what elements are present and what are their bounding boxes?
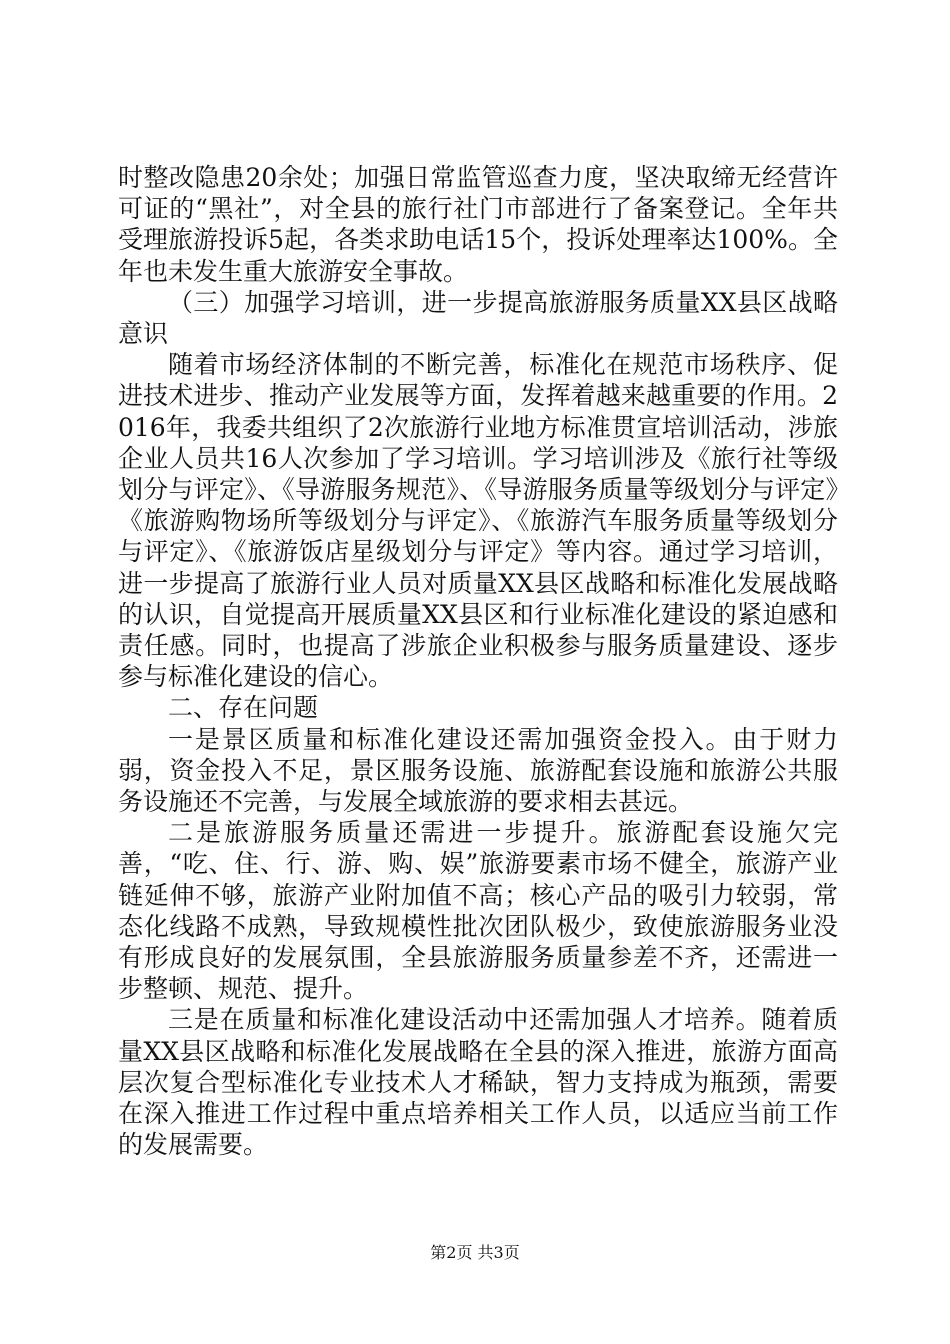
paragraph-7: 三是在质量和标准化建设活动中还需加强人才培养。随着质量XX县区战略和标准化发展战略在全县的深入推进，旅游方面高层次复合型标准化专业技术人才稀缺，智力支持成为瓶颈，需要在深入推进工作过程中重点培养相关工作人员，以适应当前工作的发展需要。 (118, 1005, 838, 1160)
paragraph-3: 随着市场经济体制的不断完善，标准化在规范市场秩序、促进技术进步、推动产业发展等方面，发挥着越来越重要的作用。2016年，我委共组织了2次旅游行业地方标准贯宣培训活动，涉旅企业人员共16人次参加了学习培训。学习培训涉及《旅行社等级划分与评定》、《导游服务规范》、《导游服务质量等级划分与评定》《旅游购物场所等级划分与评定》、《旅游汽车服务质量等级划分与评定》、《旅游饭店星级划分与评定》等内容。通过学习培训，进一步提高了旅游行业人员对质量XX县区战略和标准化发展战略的认识，自觉提高开展质量XX县区和行业标准化建设的紧迫感和责任感。同时，也提高了涉旅企业积极参与服务质量建设、逐步参与标准化建设的信心。 (118, 350, 838, 692)
paragraph-2-heading-three: （三）加强学习培训，进一步提高旅游服务质量XX县区战略意识 (118, 287, 838, 349)
page-footer: 第2页 共3页 (430, 1243, 520, 1262)
paragraph-4-heading-problems: 二、存在问题 (168, 693, 319, 723)
document-body (118, 162, 838, 1161)
paragraph-6: 二是旅游服务质量还需进一步提升。旅游配套设施欠完善，“吃、住、行、游、购、娱”旅游要素市场不健全，旅游产业链延伸不够，旅游产业附加值不高；核心产品的吸引力较弱，常态化线路不成熟，导致规模性批次团队极少，致使旅游服务业没有形成良好的发展氛围，全县旅游服务质量参差不齐，还需进一步整顿、规范、提升。 (118, 818, 838, 1004)
paragraph-1: 时整改隐患20余处；加强日常监管巡查力度，坚决取缔无经营许可证的“黑社”，对全县的旅行社门市部进行了备案登记。全年共受理旅游投诉5起，各类求助电话15个，投诉处理率达100%。全年也未发生重大旅游安全事故。 (118, 163, 838, 286)
paragraph-5: 一是景区质量和标准化建设还需加强资金投入。由于财力弱，资金投入不足，景区服务设施、旅游配套设施和旅游公共服务设施还不完善，与发展全域旅游的要求相去甚远。 (118, 724, 838, 817)
